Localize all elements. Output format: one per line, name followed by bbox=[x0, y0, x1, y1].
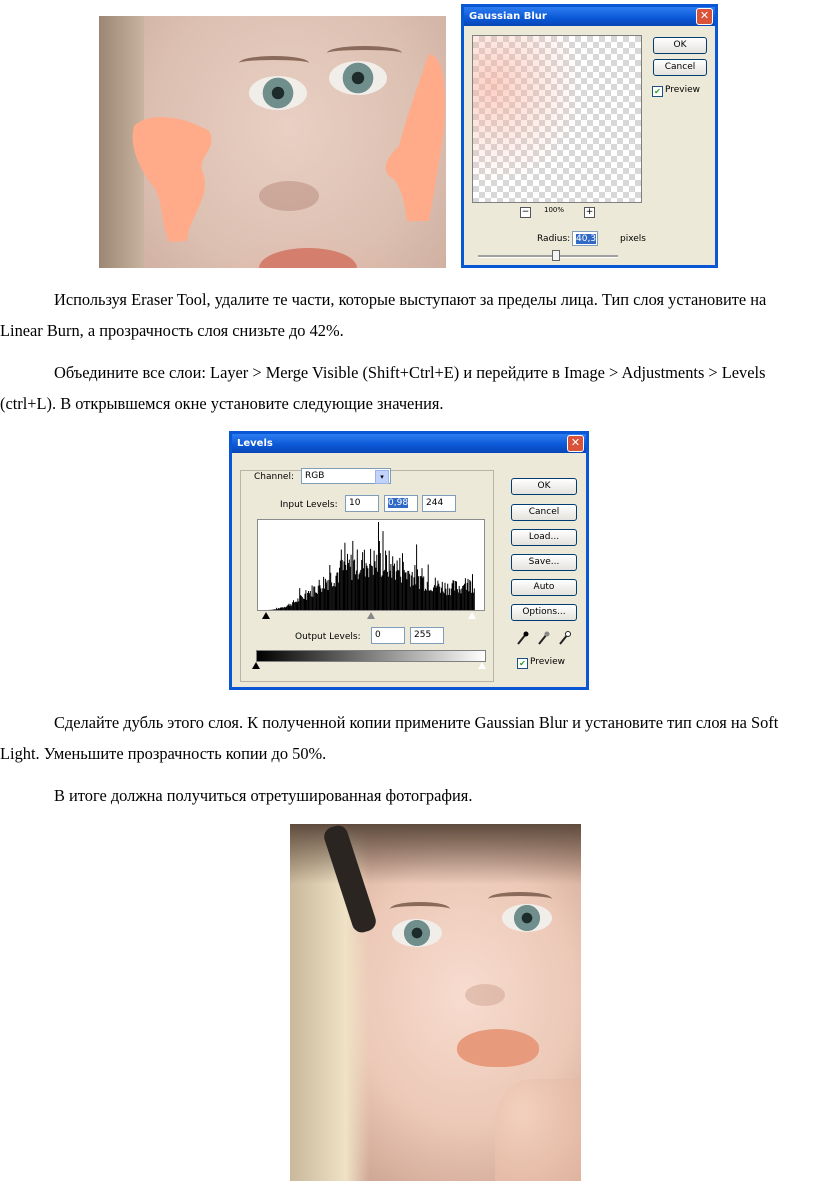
radius-label: Radius: bbox=[537, 234, 571, 244]
auto-button[interactable]: Auto bbox=[511, 579, 577, 596]
input-black-slider[interactable] bbox=[262, 612, 270, 619]
hand bbox=[495, 1079, 581, 1181]
paragraph-4-text: В итоге должна получиться отретушированная фотография. bbox=[54, 786, 473, 805]
input-gamma-slider[interactable] bbox=[367, 612, 375, 619]
preview-blur-tint bbox=[473, 36, 641, 202]
eyedropper-group bbox=[515, 630, 575, 646]
zoom-in-button[interactable]: + bbox=[585, 207, 594, 217]
levels-dialog bbox=[229, 431, 589, 690]
right-eye bbox=[502, 904, 552, 932]
cancel-button[interactable]: Cancel bbox=[653, 59, 707, 76]
photo-face-retouched bbox=[290, 824, 581, 1181]
zoom-value: 100% bbox=[544, 206, 565, 214]
ok-button[interactable]: OK bbox=[653, 37, 707, 54]
input-black-field[interactable]: 10 bbox=[345, 495, 379, 512]
left-brow bbox=[390, 902, 450, 916]
options-button[interactable]: Options... bbox=[511, 604, 577, 621]
close-icon[interactable]: ✕ bbox=[567, 435, 584, 452]
left-eye bbox=[392, 919, 442, 947]
output-levels-label: Output Levels: bbox=[295, 632, 361, 642]
preview-checkbox[interactable]: ✔ bbox=[652, 86, 663, 97]
dialog-title-bar bbox=[464, 7, 715, 26]
input-levels-label: Input Levels: bbox=[280, 500, 338, 510]
radius-value: 40,3 bbox=[576, 234, 597, 244]
input-gamma-value: 0,98 bbox=[388, 498, 409, 508]
channel-label: Channel: bbox=[254, 472, 294, 482]
gaussian-blur-dialog bbox=[461, 4, 718, 268]
output-black-slider[interactable] bbox=[252, 662, 260, 669]
output-black-field[interactable]: 0 bbox=[371, 627, 405, 644]
white-eyedropper-icon[interactable] bbox=[560, 632, 571, 645]
save-button[interactable]: Save... bbox=[511, 554, 577, 571]
gray-eyedropper-icon[interactable] bbox=[539, 632, 550, 645]
chevron-down-icon[interactable]: ▾ bbox=[375, 470, 389, 484]
radius-slider-track[interactable] bbox=[478, 255, 618, 258]
paragraph-2 bbox=[0, 357, 806, 419]
ok-button[interactable]: OK bbox=[511, 478, 577, 495]
dialog-title: Levels bbox=[237, 438, 273, 449]
radius-slider-handle[interactable] bbox=[552, 250, 560, 261]
paragraph-3-text: Сделайте дубль этого слоя. К полученной копии примените Gaussian Blur и установите тип слоя на Soft Light. Уменьшите прозрачность копии до 50%. bbox=[0, 713, 779, 763]
histogram-chart bbox=[258, 520, 484, 610]
paragraph-1-text: Используя Eraser Tool, удалите те части, которые выступают за пределы лица. Тип слоя установите на Linear Burn, а прозрачность слоя снизьте до 42%. bbox=[0, 290, 767, 340]
nose bbox=[465, 984, 505, 1006]
preview-checkbox[interactable]: ✔ bbox=[517, 658, 528, 669]
dialog-title-bar bbox=[232, 434, 586, 453]
output-white-field[interactable]: 255 bbox=[410, 627, 444, 644]
lips bbox=[457, 1029, 539, 1067]
input-gamma-field[interactable] bbox=[384, 495, 418, 512]
paint-strokes bbox=[99, 16, 446, 268]
black-eyedropper-icon[interactable] bbox=[518, 632, 529, 645]
paragraph-4 bbox=[0, 780, 806, 811]
load-button[interactable]: Load... bbox=[511, 529, 577, 546]
output-gradient-bar bbox=[256, 650, 486, 662]
output-white-slider[interactable] bbox=[478, 662, 486, 669]
close-icon[interactable]: ✕ bbox=[696, 8, 713, 25]
preview-canvas[interactable] bbox=[472, 35, 642, 203]
paragraph-2-text: Объедините все слои: Layer > Merge Visible (Shift+Ctrl+E) и перейдите в Image > Adjustments > Levels (ctrl+L). В открывшемся окне установите следующие значения. bbox=[0, 363, 766, 413]
zoom-out-button[interactable]: − bbox=[521, 207, 530, 217]
cancel-button[interactable]: Cancel bbox=[511, 504, 577, 521]
dialog-title: Gaussian Blur bbox=[469, 11, 547, 22]
radius-input[interactable] bbox=[572, 231, 598, 246]
preview-label: Preview bbox=[530, 657, 566, 667]
radius-unit: pixels bbox=[620, 234, 646, 244]
paragraph-3 bbox=[0, 707, 806, 769]
histogram-panel bbox=[257, 519, 485, 611]
input-white-slider[interactable] bbox=[468, 612, 476, 619]
preview-label: Preview bbox=[665, 85, 701, 95]
input-white-field[interactable]: 244 bbox=[422, 495, 456, 512]
paragraph-1 bbox=[0, 284, 810, 346]
photo-face-painted bbox=[99, 16, 446, 268]
channel-select[interactable] bbox=[301, 468, 391, 484]
channel-value: RGB bbox=[305, 471, 325, 481]
